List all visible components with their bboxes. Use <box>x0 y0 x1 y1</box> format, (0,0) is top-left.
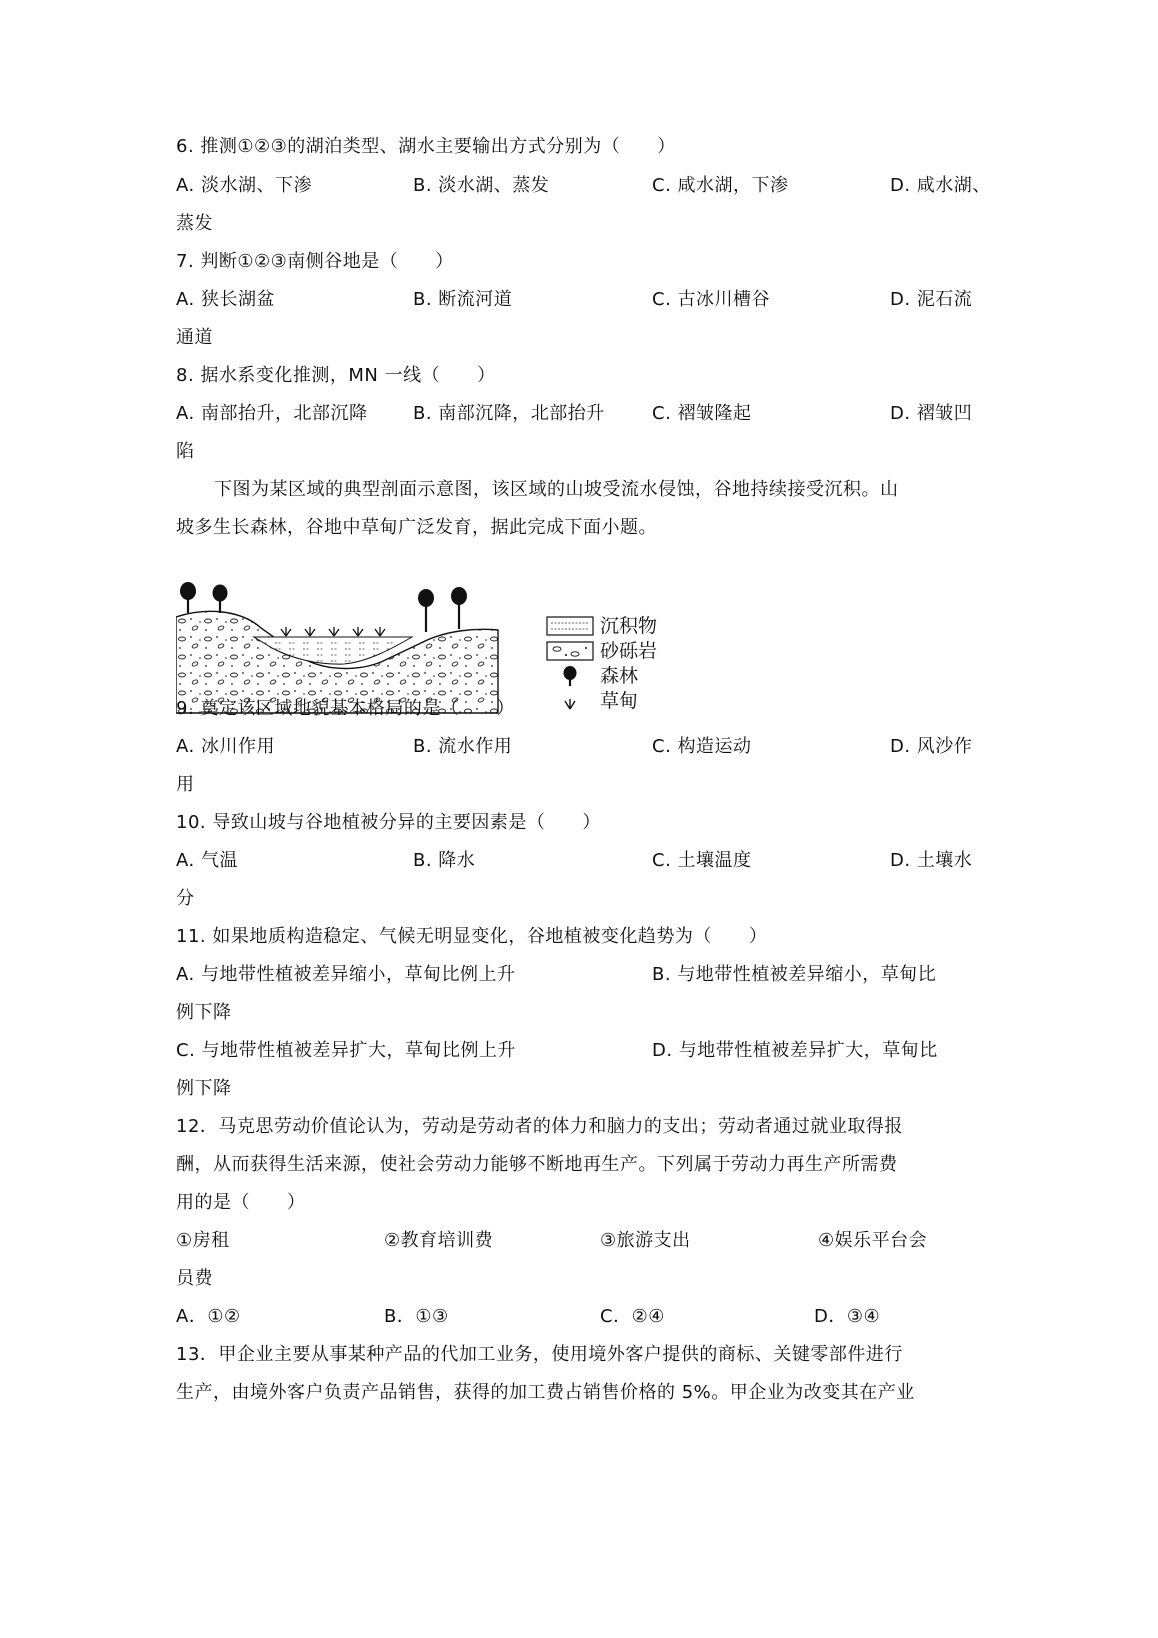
q7-option-d-wrap: 通道 <box>176 327 213 348</box>
q6-option-c: C. 咸水湖，下渗 <box>652 175 789 196</box>
q10-option-c: C. 土壤温度 <box>652 850 752 871</box>
q12-stem-line-1: 12．马克思劳动价值论认为，劳动是劳动者的体力和脑力的支出；劳动者通过就业取得报 <box>176 1116 903 1137</box>
q11-stem: 11. 如果地质构造稳定、气候无明显变化，谷地植被变化趋势为（ ） <box>176 926 768 947</box>
q12-item-1: ①房租 <box>176 1230 230 1251</box>
q6-option-d-wrap: 蒸发 <box>176 213 213 234</box>
legend-forest <box>546 664 676 688</box>
q6-option-b: B. 淡水湖、蒸发 <box>413 175 550 196</box>
q10-option-a: A. 气温 <box>176 850 238 871</box>
q9-option-a: A. 冰川作用 <box>176 736 275 757</box>
q8-option-c: C. 褶皱隆起 <box>652 403 752 424</box>
q12-item-3: ③旅游支出 <box>600 1230 691 1251</box>
tree-icon <box>546 666 594 686</box>
q12-option-d: D．③④ <box>814 1306 881 1327</box>
q8-option-a: A. 南部抬升，北部沉降 <box>176 403 368 424</box>
q12-stem-line-3: 用的是（ ） <box>176 1192 306 1213</box>
intro-line-2: 坡多生长森林，谷地中草甸广泛发育，据此完成下面小题。 <box>176 517 657 538</box>
meadow-icon <box>281 627 385 636</box>
q12-item-4-wrap: 员费 <box>176 1268 213 1289</box>
legend-sediment-label: 沉积物 <box>600 615 658 637</box>
legend-meadow <box>546 689 676 713</box>
q11-option-b-wrap: 例下降 <box>176 1002 232 1023</box>
q12-option-c: C．②④ <box>600 1306 665 1327</box>
q7-option-a: A. 狭长湖盆 <box>176 289 275 310</box>
legend-sandstone <box>546 639 676 663</box>
q10-option-b: B. 降水 <box>413 850 476 871</box>
q6-option-a: A. 淡水湖、下渗 <box>176 175 312 196</box>
q6-stem: 6. 推测①②③的湖泊类型、湖水主要输出方式分别为（ ） <box>176 136 676 157</box>
legend-sandstone-label: 砂砾岩 <box>600 640 658 662</box>
grass-icon <box>546 691 594 711</box>
q11-option-c: C. 与地带性植被差异扩大，草甸比例上升 <box>176 1040 517 1061</box>
q6-option-d: D. 咸水湖、 <box>890 175 991 196</box>
q7-option-d: D. 泥石流 <box>890 289 973 310</box>
q9-option-c: C. 构造运动 <box>652 736 752 757</box>
q11-option-d: D. 与地带性植被差异扩大，草甸比 <box>652 1040 938 1061</box>
cross-section-figure <box>176 580 516 715</box>
q8-option-d: D. 褶皱凹 <box>890 403 973 424</box>
sediment-swatch-icon <box>546 616 594 636</box>
figure-legend <box>546 614 676 716</box>
legend-meadow-label: 草甸 <box>600 690 639 712</box>
legend-forest-label: 森林 <box>600 665 639 687</box>
q8-option-b: B. 南部沉降，北部抬升 <box>413 403 605 424</box>
q11-option-a: A. 与地带性植被差异缩小，草甸比例上升 <box>176 964 516 985</box>
intro-line-1: 下图为某区域的典型剖面示意图，该区域的山坡受流水侵蚀，谷地持续接受沉积。山 <box>214 479 899 500</box>
q12-stem-line-2: 酬，从而获得生活来源，使社会劳动力能够不断地再生产。下列属于劳动力再生产所需费 <box>176 1154 898 1175</box>
q7-stem: 7. 判断①②③南侧谷地是（ ） <box>176 251 454 272</box>
q7-option-b: B. 断流河道 <box>413 289 513 310</box>
q11-option-b: B. 与地带性植被差异缩小，草甸比 <box>652 964 937 985</box>
q12-option-b: B．①③ <box>384 1306 449 1327</box>
legend-sediment <box>546 614 676 638</box>
q10-option-d-wrap: 分 <box>176 888 195 909</box>
q8-stem: 8. 据水系变化推测，MN 一线（ ） <box>176 365 496 386</box>
q7-option-c: C. 古冰川槽谷 <box>652 289 771 310</box>
q12-option-a: A．①② <box>176 1306 241 1327</box>
q9-option-d: D. 风沙作 <box>890 736 973 757</box>
sandstone-swatch-icon <box>546 641 594 661</box>
q9-option-d-wrap: 用 <box>176 774 195 795</box>
q11-option-d-wrap: 例下降 <box>176 1078 232 1099</box>
q9-stem: 9. 奠定该区域地貌基本格局的是（ ） <box>176 698 515 719</box>
q12-item-4: ④娱乐平台会 <box>818 1230 928 1251</box>
q12-item-2: ②教育培训费 <box>384 1230 494 1251</box>
q9-option-b: B. 流水作用 <box>413 736 513 757</box>
q10-option-d: D. 土壤水 <box>890 850 973 871</box>
q13-stem-line-2: 生产，由境外客户负责产品销售，获得的加工费占销售价格的 5%。甲企业为改变其在产业 <box>176 1382 915 1403</box>
q13-stem-line-1: 13．甲企业主要从事某种产品的代加工业务，使用境外客户提供的商标、关键零部件进行 <box>176 1344 903 1365</box>
q10-stem: 10. 导致山坡与谷地植被分异的主要因素是（ ） <box>176 812 601 833</box>
q8-option-d-wrap: 陷 <box>176 441 195 462</box>
